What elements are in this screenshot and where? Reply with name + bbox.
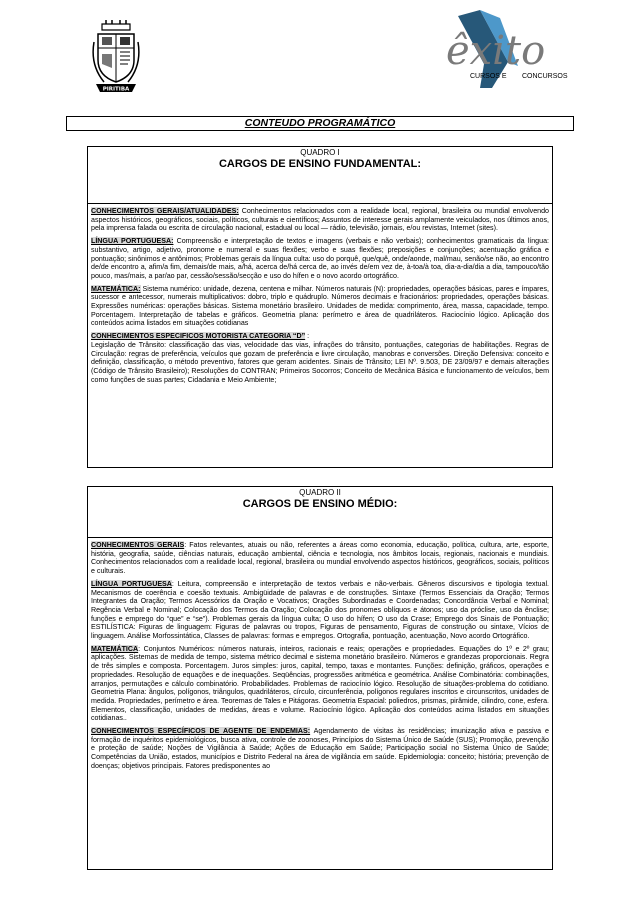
exito-logo <box>440 8 590 90</box>
svg-text:PIRITIBA: PIRITIBA <box>102 86 130 93</box>
svg-text:êxito: êxito <box>446 28 546 74</box>
content-title-text: CONTEUDO PROGRAMÁTICO <box>244 117 396 129</box>
section-text: Sistema numérico: unidade, dezena, centena e milhar. Números naturais (N): propriedades, operações básicas, pares e ímpares, sucessor e antecessor, numerais multiplicativos: dobro, triplo e quádruplo. Números decimais e fracionários: propriedades, operações básicas. Expressões numéricas: operações básicas. Sistema monetário brasileiro. Unidades de medida: comprimento, área, massa, capacidade, tempo. Porcentagem. Interpretação de tabelas e gráficos. Geometria plana: perímetro e área de quadriláteros. Raciocínio lógico. Aplicação dos conteúdos acima listados em situações cotidianas <box>91 284 550 328</box>
svg-text:CONCURSOS: CONCURSOS <box>522 73 568 80</box>
section-text: : Conjuntos Numéricos: números naturais, inteiros, racionais e reais; operações e propriedades. Equações do 1º e 2º grau; aplicações. Sistemas de medida de tempo, sistema métrico decimal e sistema monetário brasileiro. Números e grandezas proporcionais. Regra de três simples e composta. Porcentagem. Juros simples: juros, capital, tempo, taxas e montantes. Funções: definição, gráficos, operações e propriedades. Resolução de equações e de inequações. Seqüências, progressões aritmética e geométrica. Análise Combinatória: combinações, arranjos, permutações e cálculo combinatório. Probabilidades. Problemas de raciocínio lógico. Resolução de situações-problema do cotidiano. Geometria Plana: ângulos, polígonos, triângulos, quadriláteros, círculo, circunferência, polígonos regulares inscritos e circunscritos, unidades de medida. Propriedades, perímetro e área. Teoremas de Tales e Pitágoras. Geometria Espacial: poliedros, prismas, pirâmide, cilindro, cone, esfera. Elementos, classificação, unidades de medidas, áreas e volume. Raciocínio lógico. Aplicação dos conteúdos acima listados em situações cotidianas.. <box>91 644 549 723</box>
section-text: Compreensão e interpretação de textos e imagens (verbais e não verbais); conhecimentos gramaticais da língua: substantivo, artigo, adjetivo, pronome e numeral e suas flexões; verbo e suas flexões; preposições e conjunções; acentuação gráfica e pontuação; sinônimos e antônimos; Problemas gerais da língua culta: uso do porquê, que/quê, onde/aonde, mal/mau, senão/se não, ao encontro de/de encontro a, afim/a fim, demais/de mais, a/há, acerca de/há cerca de, ao invés de/em vez de, à-toa/à toa, dia-a-dia/dia a dia, tampouco/tão pouco, mas/mais, a par/ao par, cessão/sessão/secção e uso do hífen e o novo acordo ortográfico. <box>91 237 549 280</box>
section-label: CONHECIMENTOS ESPECIFICOS MOTORISTA CATEGORIA “D” <box>91 332 306 341</box>
section-text: : Legislação de Trânsito: classificação das vias, velocidade das vias, infrações do trânsito, pontuações, categorias de habilitações. Regras de Circulação: regras de preferência, veículos que gozam de preferência e livre circulação, manobras e conversões. Direção Defensiva: conceito e definição, classificação, o método preventivo, fatores que geram acidentes. Sinais de Trânsito; LEI Nº. 9.503, DE 23/09/97 e demais alterações (Código de Trânsito Brasileiro); Resoluções do CONTRAN; Primeiros Socorros; Conceito de Mecânica Básica e funcionamento de veículos, bem como funções de suas partes; Cidadania e Meio Ambiente; <box>91 332 549 384</box>
content-title <box>66 116 574 131</box>
section-text: Agendamento de visitas às residências; imunização ativa e passiva e formação de inquéritos epidemiológicos, busca ativa, controle de zoonoses, Princípios do Sistema Único de Saúde (SUS); Promoção, prevenção e proteção de saúde; Noções de Vigilância à Saúde; Ações de Educação em Saúde; Participação social no Sistema Único de Saúde; Competências da União, estados, municípios e Distrito Federal na área de vigilância em saúde. Epidemiologia: conceito; história; prevenção de doenças; objetivos principais. Fatores predisponentes ao <box>91 727 549 770</box>
section-matematica <box>91 285 549 329</box>
section-agente-endemias <box>91 727 549 771</box>
section-label: CONHECIMENTOS ESPECÍFICOS DE AGENTE DE ENDEMIAS: <box>91 727 311 736</box>
section-label: CONHECIMENTOS GERAIS <box>91 541 185 549</box>
quadro-2-box <box>87 486 553 870</box>
section-lingua-portuguesa <box>91 580 549 641</box>
section-lingua-portuguesa <box>91 237 549 281</box>
section-conhecimentos-gerais <box>91 541 549 576</box>
section-text: : Fatos relevantes, atuais ou não, referentes a áreas como economia, educação, política, cultura, arte, esporte, história, geografia, saúde, ciências naturais, educação ambiental, ciência e tecnologia, nos âmbitos locais, regionais, nacionais e mundiais. Conhecimentos relacionados com a realidade local, regional, brasileira ou mundial envolvendo aspectos históricos, geográficos, sociais, políticos e culturais. <box>91 541 549 576</box>
svg-text:CURSOS E: CURSOS E <box>470 73 507 80</box>
section-label: LÍNGUA PORTUGUESA <box>91 579 172 588</box>
quadro-2-header <box>88 487 552 537</box>
quadro-1-label: QUADRO I <box>300 148 340 157</box>
section-conhecimentos-gerais <box>91 207 549 233</box>
municipal-crest-icon <box>92 20 140 98</box>
section-text: : Leitura, compreensão e interpretação de textos verbais e não-verbais. Gêneros discursivos e tipologia textual. Mecanismos de coerência e coesão textuais. Ambigüidade de palavras e de construções. Sintaxe (Termos Essenciais da Oração; Termos Integrantes da Oração; Termos Acessórios da Oração e Vocativos; Orações Subordinadas e Coordenadas; Concordância Verbal e Nominal; Regência Verbal e Nominal; Colocação dos Termos da Oração; Colocação dos pronomes oblíquos e átonos; uso da próclise, uso da ênclise; funções e emprego do “que” e “se”). Problemas gerais da língua culta; O uso do hífen; O uso da Crase; Emprego dos Sinais de Pontuação; ESTILÍSTICA: Figuras de linguagem: Figuras de palavras ou tropos, Figuras de pensamento, Figuras de construção ou sintaxe, Vícios de linguagem. Análise Morfossintática, Classes de palavras: formas e empregos. Ortografia, pontuação, acentuação, Novo acordo Ortográfico. <box>91 579 549 641</box>
quadro-2-content <box>88 538 552 771</box>
quadro-1-title: CARGOS DE ENSINO FUNDAMENTAL: <box>218 158 422 170</box>
section-matematica <box>91 645 549 723</box>
section-motorista <box>91 332 549 384</box>
section-label: CONHECIMENTOS GERAIS/ATUALIDADES: <box>91 207 239 215</box>
quadro-1-header <box>88 147 552 203</box>
quadro-1-content <box>88 204 552 384</box>
section-label: LÍNGUA PORTUGUESA: <box>91 237 174 246</box>
quadro-2-label: QUADRO II <box>299 488 341 497</box>
quadro-1-box <box>87 146 553 468</box>
section-label: MATEMÁTICA: <box>91 284 141 293</box>
quadro-2-title: CARGOS DE ENSINO MÉDIO: <box>242 498 398 510</box>
section-text: Conhecimentos relacionados com a realidade local, regional, brasileira ou mundial envolvendo aspectos históricos, geográficos, sociais, políticos, culturais e científicos; Assuntos de interesse gerais amplamente veiculados, nos últimos anos, pela imprensa falada ou escrita de circulação nacional, estadual ou local — rádio, televisão, jornais, e/ou revistas, Internet (sites). <box>91 207 550 233</box>
section-label: MATEMÁTICA <box>91 644 139 653</box>
